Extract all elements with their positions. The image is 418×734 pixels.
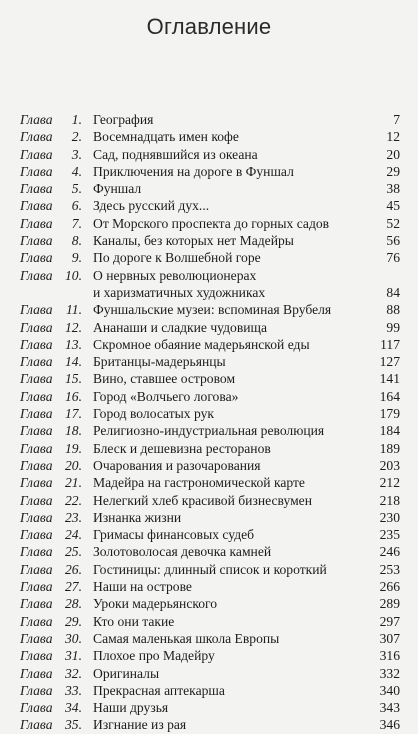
- chapter-title: [88, 526, 358, 543]
- chapter-label: [20, 492, 88, 509]
- chapter-title-line: Золотоволосая девочка камней: [93, 544, 272, 560]
- chapter-word: Глава: [20, 371, 53, 387]
- toc-entry: [20, 111, 400, 128]
- chapter-label: [20, 301, 88, 318]
- chapter-label: [20, 578, 88, 595]
- toc-entry: [20, 267, 400, 302]
- toc-entry: [20, 474, 400, 491]
- page-number: 20: [386, 146, 400, 162]
- chapter-label: [20, 630, 88, 647]
- chapter-word: Глава: [20, 302, 53, 318]
- chapter-label: [20, 440, 88, 457]
- page-number: 117: [380, 336, 400, 352]
- chapter-number: 13.: [65, 336, 82, 352]
- chapter-title: [88, 163, 358, 180]
- chapter-label: [20, 249, 88, 266]
- chapter-label: [20, 336, 88, 353]
- chapter-word: Глава: [20, 527, 53, 543]
- chapter-word: Глава: [20, 215, 53, 231]
- page-number: 189: [379, 440, 400, 456]
- chapter-title: [88, 543, 358, 560]
- chapter-number: 18.: [65, 423, 82, 439]
- chapter-word: Глава: [20, 388, 53, 404]
- toc-entry: [20, 682, 400, 699]
- page-number: 343: [379, 700, 400, 716]
- chapter-number: 24.: [65, 527, 82, 543]
- page-number: 29: [386, 163, 400, 179]
- chapter-word: Глава: [20, 181, 53, 197]
- chapter-title: [88, 388, 358, 405]
- chapter-title: [88, 561, 358, 578]
- page-title: Оглавление: [146, 14, 272, 39]
- chapter-word: Глава: [20, 682, 53, 698]
- toc-entry: [20, 509, 400, 526]
- chapter-label: [20, 682, 88, 699]
- chapter-label: [20, 665, 88, 682]
- chapter-title: [88, 716, 358, 733]
- page-number: 218: [379, 492, 400, 508]
- toc-entry: [20, 370, 400, 387]
- chapter-title: [88, 492, 358, 509]
- toc-entry: [20, 336, 400, 353]
- chapter-title: [88, 665, 358, 682]
- chapter-title-line: и харизматичных художниках: [93, 284, 266, 300]
- chapter-number: 30.: [65, 630, 82, 646]
- chapter-label: [20, 613, 88, 630]
- toc-entry: [20, 647, 400, 664]
- chapter-title-line: По дороге к Волшебной горе: [93, 250, 261, 266]
- chapter-number: 3.: [71, 146, 82, 162]
- chapter-title-line: Плохое про Мадейру: [93, 648, 215, 664]
- chapter-number: 25.: [65, 544, 82, 560]
- page-number: 316: [379, 648, 400, 664]
- chapter-title-line: Мадейра на гастрономической карте: [93, 475, 305, 491]
- chapter-label: [20, 422, 88, 439]
- chapter-number: 28.: [65, 596, 82, 612]
- chapter-title: [88, 699, 358, 716]
- chapter-label: [20, 647, 88, 664]
- chapter-title-line: Нелегкий хлеб красивой бизнесвумен: [93, 492, 312, 508]
- chapter-number: 12.: [65, 319, 82, 335]
- chapter-label: [20, 319, 88, 336]
- chapter-title: [88, 613, 358, 630]
- page-number: 203: [379, 457, 400, 473]
- chapter-title-line: Город волосатых рук: [93, 406, 215, 422]
- toc-entry: [20, 353, 400, 370]
- chapter-title: [88, 267, 358, 302]
- chapter-title: [88, 405, 358, 422]
- chapter-title-line: Прекрасная аптекарша: [93, 682, 225, 698]
- chapter-number: 32.: [65, 665, 82, 681]
- chapter-word: Глава: [20, 717, 53, 733]
- chapter-label: [20, 543, 88, 560]
- chapter-word: Глава: [20, 648, 53, 664]
- page-number: 346: [379, 717, 400, 733]
- toc-entry: [20, 232, 400, 249]
- chapter-label: [20, 370, 88, 387]
- chapter-title-line: Наши друзья: [93, 700, 169, 716]
- chapter-title: [88, 578, 358, 595]
- toc-entry: [20, 716, 400, 733]
- toc-entry: [20, 526, 400, 543]
- toc-entry: [20, 405, 400, 422]
- toc-entry: [20, 457, 400, 474]
- page-number: 7: [393, 112, 400, 127]
- page-number: 307: [379, 630, 400, 646]
- toc-entry: [20, 578, 400, 595]
- chapter-label: [20, 595, 88, 612]
- chapter-number: 10.: [65, 267, 82, 283]
- chapter-label: [20, 232, 88, 249]
- chapter-label: [20, 180, 88, 197]
- toc-entry: [20, 561, 400, 578]
- chapter-title-line: Фуншал: [93, 181, 142, 197]
- chapter-title: [88, 474, 358, 491]
- chapter-number: 19.: [65, 440, 82, 456]
- chapter-label: [20, 128, 88, 145]
- chapter-title: [88, 422, 358, 439]
- chapter-label: [20, 716, 88, 733]
- chapter-title: [88, 647, 358, 664]
- toc-entry: [20, 595, 400, 612]
- chapter-number: 16.: [65, 388, 82, 404]
- chapter-number: 20.: [65, 457, 82, 473]
- page-number: 340: [379, 682, 400, 698]
- chapter-number: 6.: [71, 198, 82, 214]
- chapter-title: [88, 301, 358, 318]
- page-number: 56: [386, 233, 400, 249]
- page-number: 76: [386, 250, 400, 266]
- chapter-number: 9.: [71, 250, 82, 266]
- chapter-label: [20, 267, 88, 284]
- chapter-number: 4.: [71, 163, 82, 179]
- chapter-word: Глава: [20, 457, 53, 473]
- chapter-title-line: О нервных революционерах: [93, 267, 257, 283]
- page-number: 45: [386, 198, 400, 214]
- toc-entry: [20, 146, 400, 163]
- toc-entry: [20, 699, 400, 716]
- chapter-number: 1.: [71, 112, 82, 127]
- chapter-word: Глава: [20, 475, 53, 491]
- chapter-title: [88, 249, 358, 266]
- page-number: 52: [386, 215, 400, 231]
- chapter-title: [88, 197, 358, 214]
- page-number: 179: [379, 406, 400, 422]
- chapter-title-line: Уроки мадерьянского: [93, 596, 218, 612]
- toc-entry: [20, 422, 400, 439]
- page-number: 88: [386, 302, 400, 318]
- chapter-word: Глава: [20, 406, 53, 422]
- chapter-title: [88, 232, 358, 249]
- chapter-number: 5.: [71, 181, 82, 197]
- chapter-number: 33.: [65, 682, 82, 698]
- chapter-word: Глава: [20, 129, 53, 145]
- chapter-title-line: Изгнание из рая: [93, 717, 187, 733]
- chapter-title-line: Гримасы финансовых судеб: [93, 527, 255, 543]
- chapter-title-line: Вино, ставшее островом: [93, 371, 236, 387]
- chapter-title: [88, 682, 358, 699]
- toc-entry: [20, 388, 400, 405]
- chapter-title-line: Кто они такие: [93, 613, 175, 629]
- chapter-number: 35.: [65, 717, 82, 733]
- toc-entry: [20, 215, 400, 232]
- page-number: 297: [379, 613, 400, 629]
- chapter-word: Глава: [20, 146, 53, 162]
- chapter-word: Глава: [20, 440, 53, 456]
- toc-entry: [20, 492, 400, 509]
- chapter-title-line: Оригиналы: [93, 665, 160, 681]
- chapter-word: Глава: [20, 665, 53, 681]
- chapter-label: [20, 457, 88, 474]
- chapter-word: Глава: [20, 267, 53, 283]
- page-number: 184: [379, 423, 400, 439]
- chapter-word: Глава: [20, 579, 53, 595]
- page-number: 332: [379, 665, 400, 681]
- page-number: 289: [379, 596, 400, 612]
- chapter-word: Глава: [20, 492, 53, 508]
- chapter-title-line: Ананаши и сладкие чудовища: [93, 319, 268, 335]
- chapter-title: [88, 111, 358, 128]
- chapter-word: Глава: [20, 319, 53, 335]
- chapter-number: 29.: [65, 613, 82, 629]
- toc-entry: [20, 665, 400, 682]
- chapter-word: Глава: [20, 336, 53, 352]
- chapter-number: 15.: [65, 371, 82, 387]
- toc-entry: [20, 301, 400, 318]
- toc-entry: [20, 249, 400, 266]
- chapter-title: [88, 457, 358, 474]
- chapter-label: [20, 197, 88, 214]
- chapter-title: [88, 146, 358, 163]
- chapter-label: [20, 353, 88, 370]
- chapter-label: [20, 146, 88, 163]
- chapter-title: [88, 630, 358, 647]
- toc-entry: [20, 319, 400, 336]
- table-of-contents: [20, 111, 400, 734]
- chapter-title: [88, 370, 358, 387]
- chapter-label: [20, 405, 88, 422]
- chapter-title-line: Религиозно-индустриальная революция: [93, 423, 325, 439]
- chapter-title: [88, 319, 358, 336]
- chapter-word: Глава: [20, 198, 53, 214]
- chapter-title-line: Приключения на дороге в Фуншал: [93, 163, 294, 179]
- chapter-number: 31.: [65, 648, 82, 664]
- chapter-label: [20, 215, 88, 232]
- chapter-title: [88, 353, 358, 370]
- page-number: 127: [379, 354, 400, 370]
- chapter-title-line: Сад, поднявшийся из океана: [93, 146, 258, 162]
- chapter-number: 27.: [65, 579, 82, 595]
- toc-entry: [20, 440, 400, 457]
- chapter-number: 34.: [65, 700, 82, 716]
- chapter-label: [20, 163, 88, 180]
- chapter-label: [20, 509, 88, 526]
- page-number: 38: [386, 181, 400, 197]
- page-number: 246: [379, 544, 400, 560]
- chapter-word: Глава: [20, 596, 53, 612]
- chapter-title-line: Скромное обаяние мадерьянской еды: [93, 336, 310, 352]
- chapter-word: Глава: [20, 544, 53, 560]
- page-number: 84: [386, 284, 400, 300]
- chapter-title-line: Очарования и разочарования: [93, 457, 261, 473]
- toc-entry: [20, 128, 400, 145]
- chapter-number: 11.: [66, 302, 82, 318]
- page-number: 99: [386, 319, 400, 335]
- chapter-title-line: Гостиницы: длинный список и короткий: [93, 561, 327, 577]
- chapter-title-line: От Морского проспекта до горных садов: [93, 215, 330, 231]
- toc-entry: [20, 613, 400, 630]
- chapter-word: Глава: [20, 423, 53, 439]
- toc-entry: [20, 543, 400, 560]
- chapter-title: [88, 595, 358, 612]
- toc-entry: [20, 180, 400, 197]
- chapter-word: Глава: [20, 112, 53, 127]
- chapter-word: Глава: [20, 700, 53, 716]
- chapter-word: Глава: [20, 630, 53, 646]
- page-number: 12: [386, 129, 400, 145]
- chapter-title-line: Блеск и дешевизна ресторанов: [93, 440, 271, 456]
- chapter-title-line: География: [93, 112, 154, 127]
- chapter-number: 8.: [71, 233, 82, 249]
- toc-entry: [20, 630, 400, 647]
- chapter-title-line: Фуншальские музеи: вспоминая Врубеля: [93, 302, 332, 318]
- chapter-title-line: Город «Волчьего логова»: [93, 388, 239, 404]
- chapter-label: [20, 111, 88, 128]
- chapter-title: [88, 180, 358, 197]
- toc-entry: [20, 163, 400, 180]
- chapter-title: [88, 440, 358, 457]
- toc-entry: [20, 197, 400, 214]
- page-number: 253: [379, 561, 400, 577]
- chapter-word: Глава: [20, 163, 53, 179]
- chapter-title-line: Восемнадцать имен кофе: [93, 129, 239, 145]
- chapter-word: Глава: [20, 354, 53, 370]
- chapter-title: [88, 215, 358, 232]
- chapter-number: 14.: [65, 354, 82, 370]
- page-number: 212: [379, 475, 400, 491]
- chapter-title-line: Британцы-мадерьянцы: [93, 354, 226, 370]
- chapter-title: [88, 509, 358, 526]
- chapter-word: Глава: [20, 233, 53, 249]
- page-number: 235: [379, 527, 400, 543]
- chapter-word: Глава: [20, 613, 53, 629]
- page-number: 164: [379, 388, 400, 404]
- chapter-word: Глава: [20, 561, 53, 577]
- chapter-label: [20, 699, 88, 716]
- chapter-word: Глава: [20, 250, 53, 266]
- chapter-word: Глава: [20, 509, 53, 525]
- chapter-number: 23.: [65, 509, 82, 525]
- chapter-label: [20, 474, 88, 491]
- page-number: 266: [379, 579, 400, 595]
- chapter-number: 26.: [65, 561, 82, 577]
- chapter-label: [20, 388, 88, 405]
- chapter-title-line: Изнанка жизни: [93, 509, 182, 525]
- chapter-label: [20, 561, 88, 578]
- page-number: 230: [379, 509, 400, 525]
- chapter-title: [88, 336, 358, 353]
- chapter-number: 21.: [65, 475, 82, 491]
- chapter-title-line: Наши на острове: [93, 579, 192, 595]
- chapter-title-line: Каналы, без которых нет Мадейры: [93, 233, 294, 249]
- chapter-title-line: Самая маленькая школа Европы: [93, 630, 280, 646]
- chapter-number: 17.: [65, 406, 82, 422]
- chapter-number: 22.: [65, 492, 82, 508]
- chapter-title-line: Здесь русский дух...: [93, 198, 210, 214]
- chapter-number: 2.: [71, 129, 82, 145]
- chapter-label: [20, 526, 88, 543]
- chapter-title: [88, 128, 358, 145]
- page-number: 141: [379, 371, 400, 387]
- chapter-number: 7.: [71, 215, 82, 231]
